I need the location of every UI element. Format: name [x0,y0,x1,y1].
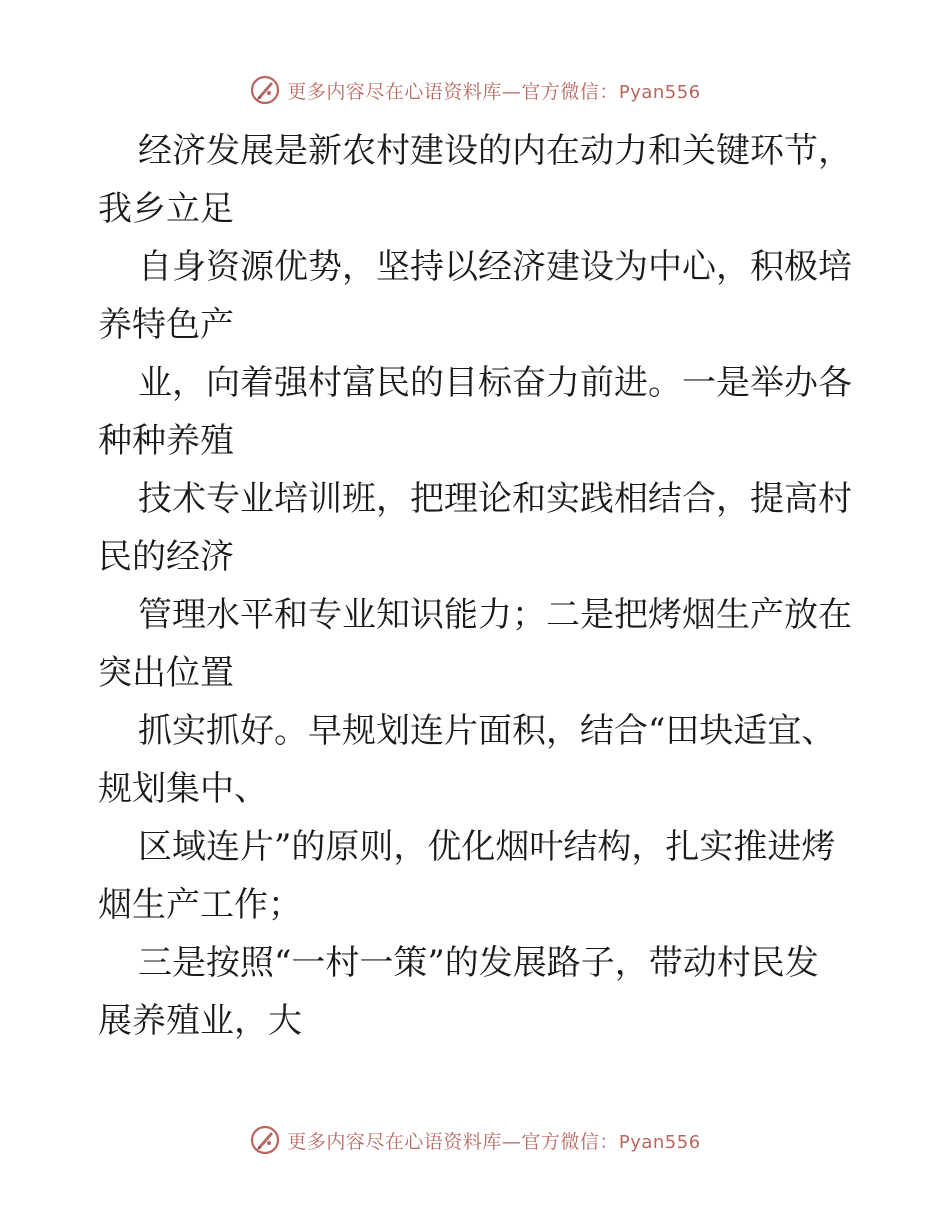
paragraph [98,354,858,470]
paragraph [98,470,858,586]
paragraph-line: 三是按照“一村一策”的发展路子，带动村民发 [138,943,819,983]
paragraph-line: 民的经济 [98,537,234,577]
paragraph-line: 抓实抓好。早规划连片面积，结合“田块适宜、 [138,711,836,751]
paragraph-line: 突出位置 [98,653,234,693]
paragraph-line: 展养殖业，大 [98,1001,302,1041]
footer-watermark-banner [0,1120,950,1160]
paragraph-line: 区域连片”的原则，优化烟叶结构，扎实推进烤 [138,827,836,867]
paragraph-line: 烟生产工作； [98,885,302,925]
quill-pen-logo-icon [249,1124,281,1156]
paragraph [98,702,858,818]
paragraph-line: 养特色产 [98,305,234,345]
paragraph [98,122,858,238]
paragraph-line: 我乡立足 [98,189,234,229]
paragraph-line: 业，向着强村富民的目标奋力前进。一是举办各 [138,363,852,403]
paragraph [98,238,858,354]
paragraph-line: 规划集中、 [98,769,268,809]
paragraph-line: 自身资源优势，坚持以经济建设为中心，积极培 [138,247,852,287]
footer-wechat-id: Pyan556 [618,1131,701,1153]
paragraph-line: 种种养殖 [98,421,234,461]
paragraph [98,934,858,1050]
quill-pen-logo-icon [249,74,281,106]
header-wechat-id: Pyan556 [618,81,701,103]
paragraph-line: 经济发展是新农村建设的内在动力和关键环节， [138,131,852,171]
paragraph-line: 管理水平和专业知识能力；二是把烤烟生产放在 [138,595,852,635]
paragraph [98,818,858,934]
header-watermark-text [287,77,700,104]
document-body [98,122,858,1050]
paragraph-line: 技术专业培训班，把理论和实践相结合，提高村 [138,479,852,519]
header-watermark-banner [0,70,950,110]
paragraph [98,586,858,702]
footer-watermark-text [287,1127,700,1154]
footer-watermark-label: 更多内容尽在心语资料库—官方微信： [287,1130,619,1153]
header-watermark-label: 更多内容尽在心语资料库—官方微信： [287,80,619,103]
